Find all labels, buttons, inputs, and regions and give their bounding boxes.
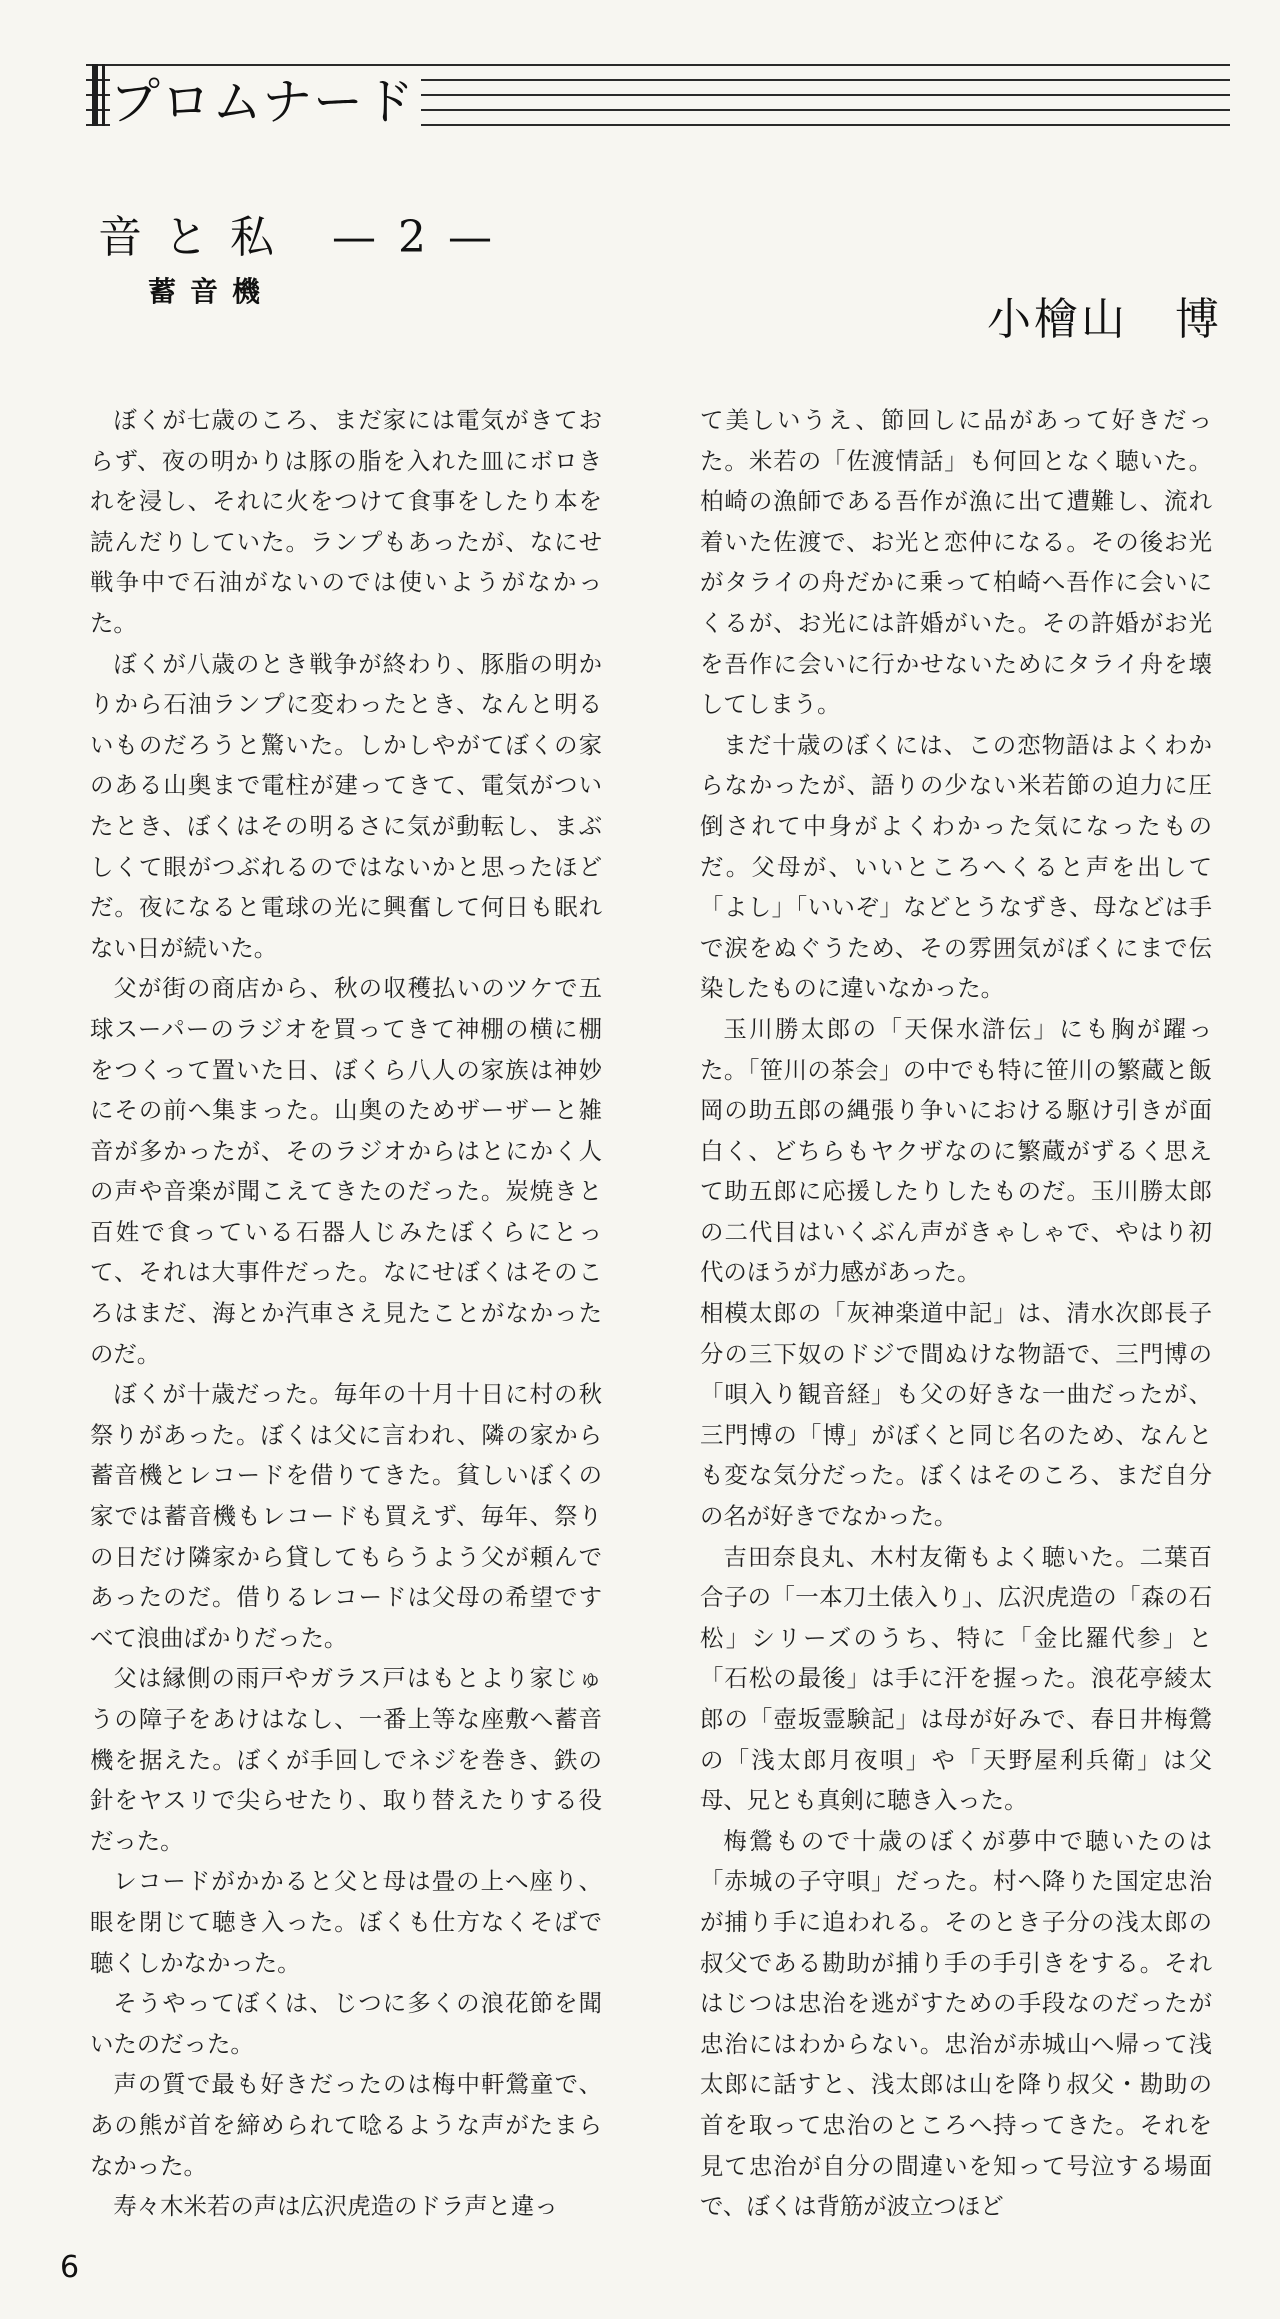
paragraph: レコードがかかると父と母は畳の上へ座り、眼を閉じて聴き入った。ぼくも仕方なくそばで聴くしかなかった。 (90, 1867, 602, 1977)
right-column (700, 400, 1212, 2227)
paragraph: ぼくが七歳のころ、まだ家には電気がきておらず、夜の明かりは豚の脂を入れた皿にボロきれを浸し、それに火をつけて食事をしたり本を読んだりしていた。ランプもあったが、なにせ戦争中で石油がないのでは使いようがなかった。 (90, 406, 602, 637)
paragraph: 声の質で最も好きだったのは梅中軒鶯童で、あの熊が首を締められて唸るような声がたまらなかった。 (90, 2070, 602, 2180)
paragraph: 吉田奈良丸、木村友衛もよく聴いた。二葉百合子の「一本刀土俵入り」、広沢虎造の「森の石松」シリーズのうち、特に「金比羅代参」と「石松の最後」は手に汗を握った。浪花亭綾太郎の「壺坂霊験記」は母が好みで、春日井梅鶯の「浅太郎月夜唄」や「天野屋利兵衛」は父母、兄とも真剣に聴き入った。 (700, 1542, 1212, 1815)
paragraph: 寿々木米若の声は広沢虎造のドラ声と違っ (113, 2192, 558, 2221)
paragraph: 玉川勝太郎の「天保水滸伝」にも胸が躍った。「笹川の茶会」の中でも特に笹川の繁蔵と飯岡の助五郎の縄張り争いにおける駆け引きが面白く、どちらもヤクザなのに繁蔵がずるく思えて助五郎に応援したりしたものだ。玉川勝太郎の二代目はいくぶん声がきゃしゃで、やはり初代のほうが力感があった。 (700, 1014, 1212, 1287)
section-title: プロムナード (110, 74, 421, 130)
paragraph: 父は縁側の雨戸やガラス戸はもとより家じゅうの障子をあけはなし、一番上等な座敷へ蓄音機を据えた。ぼくが手回しでネジを巻き、鉄の針をヤスリで尖らせたり、取り替えたりする役だった。 (90, 1664, 602, 1855)
author-name: 小檜山 博 (987, 294, 1222, 345)
paragraph: 相模太郎の「灰神楽道中記」は、清水次郎長子分の三下奴のドジで間ぬけな物語で、三門博の「唄入り観音経」も父の好きな一曲だったが、三門博の「博」がぼくと同じ名のため、なんとも変な気分だった。ぼくはそのころ、まだ自分の名が好きでなかった。 (700, 1299, 1212, 1531)
paragraph: ぼくが十歳だった。毎年の十月十日に村の秋祭りがあった。ぼくは父に言われ、隣の家から蓄音機とレコードを借りてきた。貧しいぼくの家では蓄音機もレコードも買えず、毎年、祭りの日だけ隣家から貸してもらうよう父が頼んであったのだ。借りるレコードは父母の希望ですべて浪曲ばかりだった。 (90, 1380, 602, 1652)
paragraph: そうやってぼくは、じつに多くの浪花節を聞いたのだった。 (90, 1989, 602, 2058)
staff-bar (102, 64, 105, 126)
article-title: 音と私 —2— (98, 212, 514, 263)
section-header (86, 62, 1230, 142)
staff-bar (92, 64, 98, 126)
page-number: 6 (60, 2250, 80, 2285)
paragraph: 父が街の商店から、秋の収穫払いのツケで五球スーパーのラジオを買ってきて神棚の横に棚をつくって置いた日、ぼくら八人の家族は神妙にその前へ集まった。山奥のためザーザーと雑音が多かったが、そのラジオからはとにかく人の声や音楽が聞こえてきたのだった。炭焼きと百姓で食っている石器人じみたぼくらにとって、それは大事件だった。なにせぼくはそのころはまだ、海とか汽車さえ見たことがなかったのだ。 (90, 974, 602, 1368)
article-subtitle: 蓄音機 (148, 275, 275, 308)
paragraph: まだ十歳のぼくには、この恋物語はよくわからなかったが、語りの少ない米若節の迫力に圧倒されて中身がよくわかった気になったものだ。父母が、いいところへくると声を出して「よし」「いいぞ」などとうなずき、母などは手で涙をぬぐうため、その雰囲気がぼくにまで伝染したものに違いなかった。 (700, 730, 1212, 1003)
left-column (90, 400, 602, 2227)
paragraph: 梅鶯もので十歳のぼくが夢中で聴いたのは「赤城の子守唄」だった。村へ降りた国定忠治が捕り手に追われる。そのとき子分の浅太郎の叔父である勘助が捕り手の手引きをする。それはじつは忠治を逃がすための手段なのだったが忠治にはわからない。忠治が赤城山へ帰って浅太郎に話すと、浅太郎は山を降り叔父・勘助の首を取って忠治のところへ持ってきた。それを見て忠治が自分の間違いを知って号泣する場面で、ぼくは背筋が波立つほど (700, 1826, 1212, 2221)
paragraph: ぼくが八歳のとき戦争が終わり、豚脂の明かりから石油ランプに変わったとき、なんと明るいものだろうと驚いた。しかしやがてぼくの家のある山奥まで電柱が建ってきて、電気がついたとき、ぼくはその明るさに気が動転し、まぶしくて眼がつぶれるのではないかと思ったほどだ。夜になると電球の光に興奮して何日も眠れない日が続いた。 (90, 649, 602, 962)
paragraph: て美しいうえ、節回しに品があって好きだった。米若の「佐渡情話」も何回となく聴いた。柏崎の漁師である吾作が漁に出て遭難し、流れ着いた佐渡で、お光と恋仲になる。その後お光がタライの舟だかに乗って柏崎へ吾作に会いにくるが、お光には許婚がいた。その許婚がお光を吾作に会いに行かせないためにタライ舟を壊してしまう。 (700, 406, 1212, 719)
staff-line (86, 64, 1230, 66)
